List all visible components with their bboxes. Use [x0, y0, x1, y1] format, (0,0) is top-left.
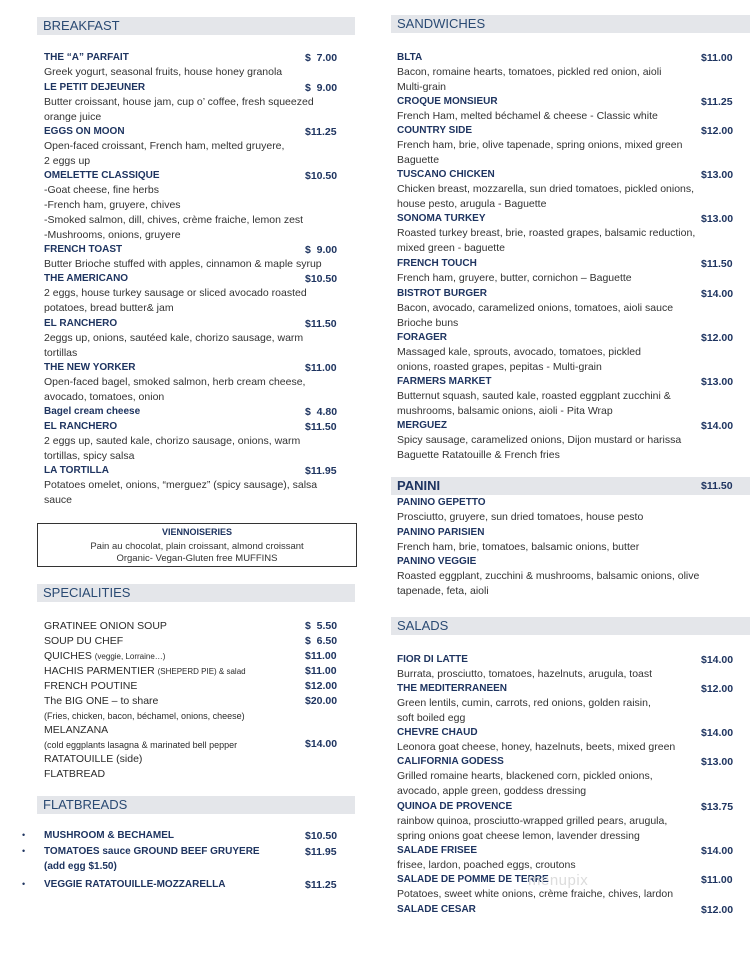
item-desc: Chicken breast, mozzarella, sun dried tomatoes, pickled onions,: [397, 183, 695, 195]
item-desc: soft boiled egg: [397, 712, 466, 724]
item-price: $11.00: [701, 52, 733, 64]
item-name: CROQUE MONSIEUR: [397, 96, 498, 107]
speciality-price: $ 6.50: [305, 635, 338, 647]
item-desc: -Smoked salmon, dill, chives, crème fraiche, lemon zest: [44, 214, 304, 226]
item-price: $11.25: [701, 96, 733, 108]
item-name: TUSCANO CHICKEN: [397, 169, 495, 180]
item-price: $11.50: [305, 318, 337, 330]
item-desc: house pesto, arugula - Baguette: [397, 198, 547, 210]
speciality-price: $ 5.50: [305, 620, 338, 632]
breakfast-title: BREAKFAST: [43, 18, 120, 33]
item-desc: 2 eggs up, sauted kale, chorizo sausage, onions, warm: [44, 435, 301, 447]
item-name: FORAGER: [397, 332, 447, 343]
item-price: $12.00: [701, 125, 734, 137]
item-desc: Brioche buns: [397, 317, 459, 329]
item-price: $14.00: [701, 288, 734, 300]
item-desc: Baguette Ratatouille & French fries: [397, 449, 560, 461]
item-name: FRENCH TOAST: [44, 244, 123, 255]
panini-header: [391, 477, 750, 495]
item-name: CALIFORNIA GODESS: [397, 756, 504, 767]
item-name: PANINO VEGGIE: [397, 556, 477, 567]
bullet-icon: •: [22, 879, 26, 889]
item-desc: French ham, brie, olive tapenade, spring onions, mixed green: [397, 139, 683, 151]
item-name: OMELETTE CLASSIQUE: [44, 170, 160, 181]
speciality-name: [44, 665, 246, 677]
item-name: PANINO GEPETTO: [397, 497, 486, 508]
item-name: THE MEDITERRANEEN: [397, 683, 508, 694]
item-desc: Bacon, avocado, caramelized onions, tomatoes, aioli sauce: [397, 302, 674, 314]
item-desc: tortillas: [44, 347, 78, 359]
item-desc: orange juice: [44, 111, 102, 123]
item-desc: Open-faced bagel, smoked salmon, herb cream cheese,: [44, 376, 306, 388]
item-desc: Grilled romaine hearts, blackened corn, pickled onions,: [397, 770, 653, 782]
bullet-icon: •: [22, 846, 26, 856]
flatbread-price: $11.25: [305, 879, 337, 891]
item-desc: Greek yogurt, seasonal fruits, house honey granola: [44, 66, 283, 78]
item-name: CHEVRE CHAUD: [397, 727, 478, 738]
viennoiseries-line: Organic- Vegan-Gluten free MUFFINS: [116, 553, 278, 564]
item-desc: Massaged kale, sprouts, avocado, tomatoes, pickled: [397, 346, 641, 358]
item-desc: avocado, apple green, goddess dressing: [397, 785, 587, 797]
item-desc: spring onions goat cheese lemon, lavender dressing: [397, 830, 640, 842]
item-desc: Roasted turkey breast, brie, roasted grapes, balsamic reduction,: [397, 227, 696, 239]
item-name: MERGUEZ: [397, 420, 447, 431]
viennoiseries-line: Pain au chocolat, plain croissant, almond croissant: [90, 541, 304, 552]
item-name: LA TORTILLA: [44, 465, 109, 476]
speciality-name: FLATBREAD: [44, 768, 106, 780]
item-name: SALADE CESAR: [397, 904, 476, 915]
bullet-icon: •: [22, 830, 26, 840]
item-desc: -Goat cheese, fine herbs: [44, 184, 159, 196]
item-desc: Open-faced croissant, French ham, melted gruyere,: [44, 140, 285, 152]
speciality-price: $20.00: [305, 695, 338, 707]
speciality-name: MELANZANA: [44, 724, 109, 736]
item-desc: 2 eggs up: [44, 155, 91, 167]
item-name: FIOR DI LATTE: [397, 654, 468, 665]
specialities-title: SPECIALITIES: [43, 585, 131, 600]
item-desc: Green lentils, cumin, carrots, red onions, golden raisin,: [397, 697, 651, 709]
flatbread-name: TOMATOES sauce GROUND BEEF GRUYERE: [44, 846, 260, 857]
speciality-name: RATATOUILLE (side): [44, 753, 143, 765]
item-price: $12.00: [701, 904, 734, 916]
item-price: $13.00: [701, 213, 734, 225]
item-price: $11.25: [305, 126, 337, 138]
item-price: $14.00: [701, 420, 734, 432]
viennoiseries-box: [37, 523, 357, 567]
item-desc: Butter Brioche stuffed with apples, cinnamon & maple syrup: [44, 258, 322, 270]
speciality-name: The BIG ONE – to share: [44, 695, 159, 707]
item-price: $ 7.00: [305, 52, 338, 64]
speciality-name: [44, 650, 165, 662]
item-name: SALADE DE POMME DE TERRE: [397, 874, 549, 885]
flatbreads-header: [37, 796, 355, 814]
item-desc: Potatoes, sweet white onions, crème fraiche, chives, lardon: [397, 888, 674, 900]
item-name: EL RANCHERO: [44, 421, 118, 432]
item-desc: frisee, lardon, poached eggs, croutons: [397, 859, 576, 871]
item-desc: onions, roasted grapes, pepitas - Multi-grain: [397, 361, 602, 373]
viennoiseries-title: VIENNOISERIES: [161, 527, 233, 537]
speciality-price: $12.00: [305, 680, 338, 692]
item-price: $14.00: [701, 727, 734, 739]
item-desc: French ham, brie, tomatoes, balsamic onions, butter: [397, 541, 640, 553]
item-name: COUNTRY SIDE: [397, 125, 473, 136]
item-desc: 2 eggs, house turkey sausage or sliced avocado roasted: [44, 287, 307, 299]
item-price: $13.00: [701, 376, 734, 388]
item-desc: French Ham, melted béchamel & cheese - Classic white: [397, 110, 658, 122]
item-price: $10.50: [305, 273, 338, 285]
panini-price: $11.50: [701, 480, 733, 492]
item-price: $13.75: [701, 801, 734, 813]
item-name: BISTROT BURGER: [397, 288, 487, 299]
speciality-note: (SHEPERD PIE) & salad: [157, 667, 246, 676]
item-price: $11.00: [305, 362, 337, 374]
item-price: $11.50: [305, 421, 337, 433]
sandwiches-title: SANDWICHES: [397, 16, 486, 31]
item-price: $12.00: [701, 683, 734, 695]
menupix-watermark: menupix: [528, 872, 589, 889]
item-desc: Spicy sausage, caramelized onions, Dijon mustard or harissa: [397, 434, 682, 446]
item-desc: Multi-grain: [397, 81, 447, 93]
item-price: $14.00: [701, 845, 734, 857]
item-price: $11.95: [305, 465, 337, 477]
item-desc: rainbow quinoa, prosciutto-wrapped grilled pears, arugula,: [397, 815, 668, 827]
flatbread-note: (add egg $1.50): [44, 861, 117, 872]
item-desc: potatoes, bread butter& jam: [44, 302, 174, 314]
item-name: EGGS ON MOON: [44, 126, 125, 137]
speciality-price: $11.00: [305, 650, 337, 662]
item-name: FARMERS MARKET: [397, 376, 492, 387]
item-desc: Leonora goat cheese, honey, hazelnuts, beets, mixed green: [397, 741, 676, 753]
panini-title: PANINI: [397, 478, 441, 493]
item-name: PANINO PARISIEN: [397, 527, 485, 538]
flatbread-price: $11.95: [305, 846, 337, 858]
speciality-label: HACHIS PARMENTIER: [44, 665, 155, 677]
speciality-label: QUICHES: [44, 650, 92, 662]
item-desc: Roasted eggplant, zucchini & mushrooms, balsamic onions, olive: [397, 570, 700, 582]
flatbreads-title: FLATBREADS: [43, 797, 128, 812]
flatbread-name: MUSHROOM & BECHAMEL: [44, 830, 174, 841]
specialities-header: [37, 584, 355, 602]
item-price: $13.00: [701, 169, 734, 181]
speciality-detail: (cold eggplants lasagna & marinated bell pepper: [44, 740, 238, 750]
item-name: Bagel cream cheese: [44, 406, 141, 417]
speciality-name: GRATINEE ONION SOUP: [44, 620, 167, 632]
item-name: BLTA: [397, 52, 423, 63]
item-desc: tapenade, feta, aioli: [397, 585, 489, 597]
item-price: $ 4.80: [305, 406, 338, 418]
item-name: QUINOA DE PROVENCE: [397, 801, 513, 812]
item-desc: Bacon, romaine hearts, tomatoes, pickled red onion, aioli: [397, 66, 662, 78]
item-price: $ 9.00: [305, 82, 338, 94]
item-name: THE AMERICANO: [44, 273, 129, 284]
item-desc: Prosciutto, gruyere, sun dried tomatoes, house pesto: [397, 511, 644, 523]
item-name: LE PETIT DEJEUNER: [44, 82, 146, 93]
speciality-detail: (Fries, chicken, bacon, béchamel, onions, cheese): [44, 711, 245, 721]
item-desc: French ham, gruyere, butter, cornichon – Baguette: [397, 272, 632, 284]
item-name: THE “A” PARFAIT: [44, 52, 129, 63]
speciality-name: SOUP DU CHEF: [44, 635, 124, 647]
item-desc: avocado, tomatoes, onion: [44, 391, 165, 403]
item-price: $11.00: [701, 874, 733, 886]
speciality-name: FRENCH POUTINE: [44, 680, 138, 692]
item-desc: Burrata, prosciutto, tomatoes, hazelnuts, arugula, toast: [397, 668, 653, 680]
salads-title: SALADS: [397, 618, 449, 633]
item-desc: -French ham, gruyere, chives: [44, 199, 181, 211]
item-desc: mushrooms, balsamic onions, aioli - Pita Wrap: [397, 405, 613, 417]
breakfast-header: [37, 17, 355, 35]
item-name: FRENCH TOUCH: [397, 258, 477, 269]
item-name: SALADE FRISEE: [397, 845, 478, 856]
item-price: $13.00: [701, 756, 734, 768]
speciality-note: (veggie, Lorraine…): [94, 652, 166, 661]
sandwiches-header: [391, 15, 750, 33]
salads-header: [391, 617, 750, 635]
item-name: SONOMA TURKEY: [397, 213, 486, 224]
item-desc: Potatoes omelet, onions, “merguez” (spicy sausage), salsa: [44, 479, 318, 491]
speciality-price: $14.00: [305, 738, 338, 750]
flatbread-name: VEGGIE RATATOUILLE-MOZZARELLA: [44, 879, 226, 890]
item-price: $14.00: [701, 654, 734, 666]
item-desc: Butternut squash, sauted kale, roasted eggplant zucchini &: [397, 390, 671, 402]
item-price: $11.50: [701, 258, 733, 270]
item-desc: 2eggs up, onions, sautéed kale, chorizo sausage, warm: [44, 332, 304, 344]
item-price: $ 9.00: [305, 244, 338, 256]
item-desc: sauce: [44, 494, 73, 506]
item-name: THE NEW YORKER: [44, 362, 136, 373]
item-desc: tortillas, spicy salsa: [44, 450, 135, 462]
item-name: EL RANCHERO: [44, 318, 118, 329]
item-desc: mixed green - baguette: [397, 242, 505, 254]
speciality-price: $11.00: [305, 665, 337, 677]
item-desc: -Mushrooms, onions, gruyere: [44, 229, 181, 241]
item-desc: Butter croissant, house jam, cup o’ coffee, fresh squeezed: [44, 96, 314, 108]
item-desc: Baguette: [397, 154, 440, 166]
item-price: $12.00: [701, 332, 734, 344]
flatbread-price: $10.50: [305, 830, 338, 842]
item-price: $10.50: [305, 170, 338, 182]
